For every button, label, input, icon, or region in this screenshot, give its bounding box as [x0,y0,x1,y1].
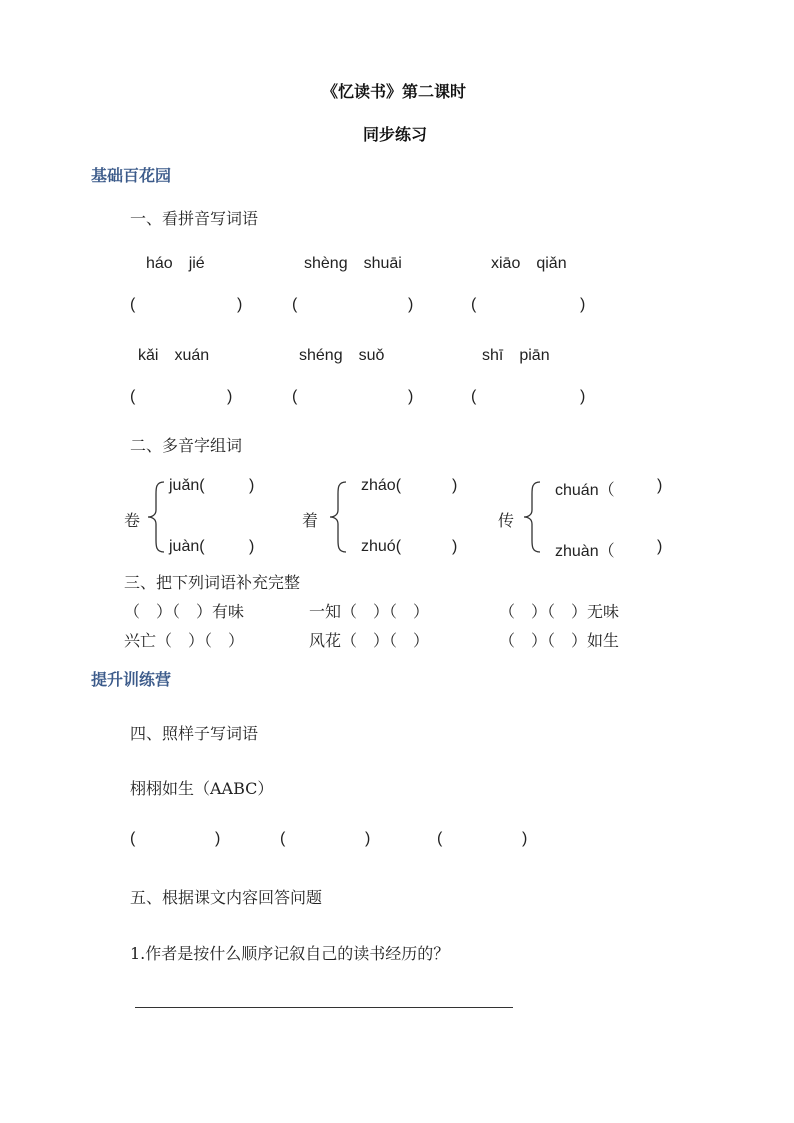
question-4-example: 栩栩如生（AABC） [130,779,274,798]
pinyin-shi-pian: shī piān [482,347,550,364]
polyphone-reading: juàn( [169,538,205,555]
idiom-blank: 一知（ ）（ ） [309,602,430,621]
answer-line [135,1007,513,1008]
answer-blank-open: ( [471,296,477,313]
question-2-label: 二、多音字组词 [130,436,243,455]
answer-blank-open: ( [292,388,298,405]
idiom-blank: （ ）（ ）有味 [124,602,245,621]
question-5-item-1: 1.作者是按什么顺序记叙自己的读书经历的？ [130,944,450,963]
polyphone-reading: zhuó( [361,538,402,555]
polyphone-char-chuan: 传 [498,511,515,530]
pinyin-sheng-shuai: shèng shuāi [304,255,402,272]
idiom-blank: （ ）（ ）如生 [499,631,620,650]
answer-blank-close: ) [249,538,255,555]
pinyin-hao-jie: háo jié [146,255,205,272]
idiom-blank: （ ）（ ）无味 [499,602,620,621]
answer-blank-open: ( [130,296,136,313]
left-brace-icon [328,480,348,554]
left-brace-icon [522,480,542,554]
answer-blank-close: ) [657,477,663,494]
answer-blank-close: ) [452,538,458,555]
page-subtitle: 同步练习 [363,125,428,144]
answer-blank-close: ) [408,296,414,313]
answer-blank-close: ) [452,477,458,494]
answer-blank-close: ) [227,388,233,405]
answer-blank-close: ) [657,538,663,555]
answer-blank-close: ) [215,830,221,847]
page-title: 《忆读书》第二课时 [322,82,467,101]
answer-blank-open: ( [437,830,443,847]
section-heading-advanced: 提升训练营 [91,670,172,689]
answer-blank-open: ( [130,388,136,405]
idiom-blank: 兴亡（ ）（ ） [124,631,245,650]
polyphone-reading: juǎn( [169,477,205,494]
question-5-label: 五、根据课文内容回答问题 [130,888,323,907]
answer-blank-close: ) [365,830,371,847]
answer-blank-close: ) [580,296,586,313]
answer-blank-open: ( [292,296,298,313]
polyphone-char-juan: 卷 [124,511,141,530]
section-heading-basic: 基础百花园 [91,166,172,185]
question-3-label: 三、把下列词语补充完整 [124,573,301,592]
question-4-label: 四、照样子写词语 [130,724,259,743]
answer-blank-close: ) [580,388,586,405]
polyphone-char-zhao: 着 [302,511,319,530]
polyphone-reading: chuán（ [555,482,615,499]
pinyin-sheng-suo: shéng suǒ [299,347,385,364]
question-1-label: 一、看拼音写词语 [130,209,259,228]
answer-blank-close: ) [522,830,528,847]
answer-blank-close: ) [237,296,243,313]
pinyin-kai-xuan: kǎi xuán [138,347,210,364]
answer-blank-open: ( [471,388,477,405]
pinyin-xiao-qian: xiāo qiǎn [491,255,567,272]
answer-blank-open: ( [130,830,136,847]
idiom-blank: 风花（ ）（ ） [309,631,430,650]
left-brace-icon [146,480,166,554]
polyphone-reading: zhuàn（ [555,543,615,560]
answer-blank-close: ) [408,388,414,405]
answer-blank-close: ) [249,477,255,494]
polyphone-reading: zháo( [361,477,402,494]
answer-blank-open: ( [280,830,286,847]
